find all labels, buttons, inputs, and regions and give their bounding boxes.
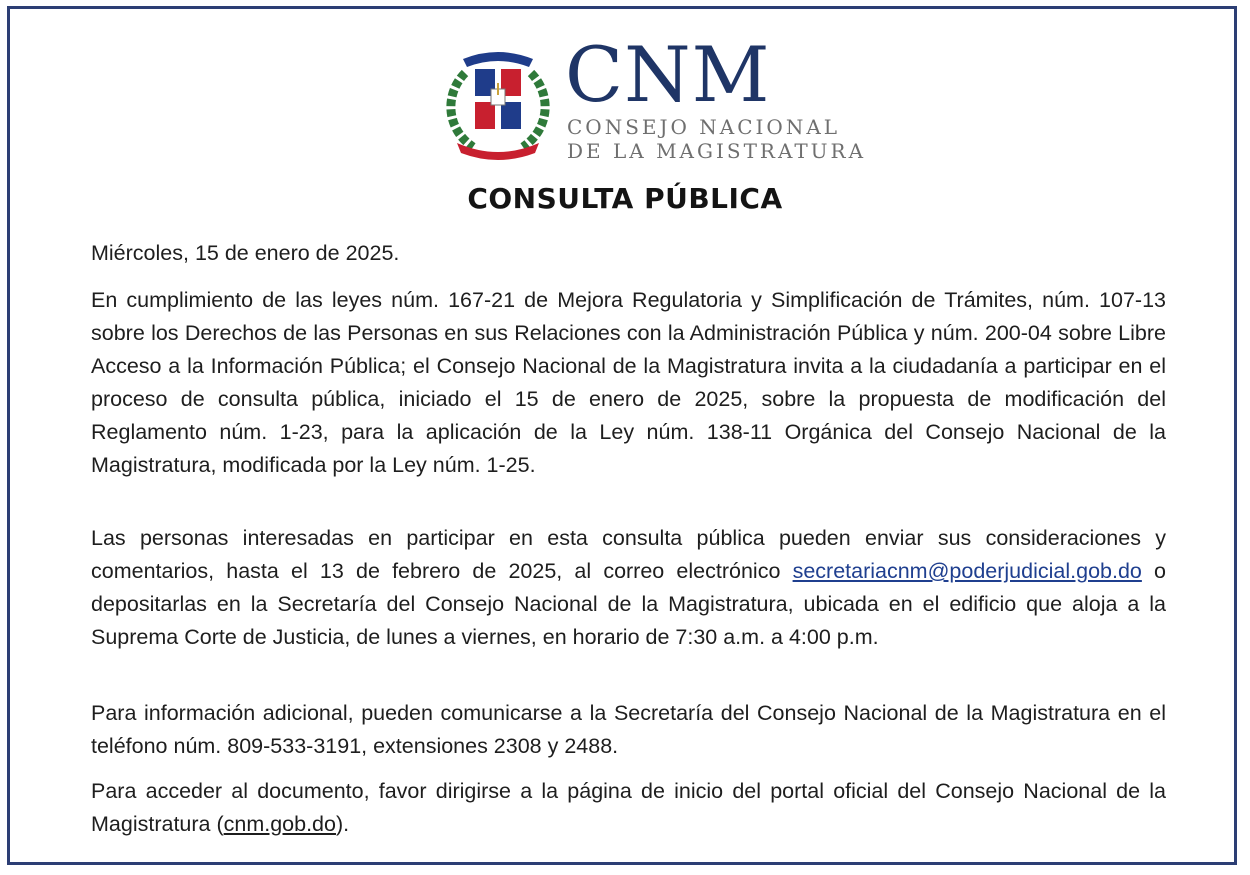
submission-text-after: o depositarlas en la Secretaría del Consejo Nacional de la Magistratura, ubicada en el edificio que aloja a la Suprema Corte de Justicia, de lunes a viernes, en horario de 7:30 a.m. a 4:00 p.m. bbox=[91, 559, 1166, 649]
brand-line-1: CONSEJO NACIONAL bbox=[567, 115, 841, 139]
page-title: CONSULTA PÚBLICA bbox=[467, 182, 783, 215]
dominican-coat-of-arms-icon bbox=[443, 43, 553, 161]
cnm-logo bbox=[443, 30, 883, 163]
brand-abbreviation: CNM bbox=[565, 30, 771, 119]
email-link[interactable]: secretariacnm@poderjudicial.gob.do bbox=[792, 559, 1142, 583]
access-text-before: Para acceder al documento, favor dirigirse a la página de inicio del portal oficial del Consejo Nacional de la Magistratura ( bbox=[91, 779, 1166, 836]
paragraph-contact: Para información adicional, pueden comunicarse a la Secretaría del Consejo Nacional de la Magistratura en el teléfono núm. 809-533-3191, extensiones 2308 y 2488. bbox=[91, 701, 1166, 758]
access-text-after: ). bbox=[335, 812, 350, 836]
date-line: Miércoles, 15 de enero de 2025. bbox=[91, 241, 400, 265]
paragraph-document-access bbox=[91, 775, 1166, 841]
brand-fullname bbox=[567, 115, 866, 163]
paragraph-submission bbox=[91, 522, 1166, 654]
paragraph-legal-basis: En cumplimiento de las leyes núm. 167-21 de Mejora Regulatoria y Simplificación de Trámites, núm. 107-13 sobre los Derechos de las Personas en sus Relaciones con la Administración Pública y núm. 200-04 sobre Libre Acceso a la Información Pública; el Consejo Nacional de la Magistratura invita a la ciudadanía a participar en el proceso de consulta pública, iniciado el 15 de enero de 2025, sobre la propuesta de modificación del Reglamento núm. 1-23, para la aplicación de la Ley núm. 138-11 Orgánica del Consejo Nacional de la Magistratura, modificada por la Ley núm. 1-25. bbox=[91, 288, 1166, 477]
submission-text-before: Las personas interesadas en participar en esta consulta pública pueden enviar sus consideraciones y comentarios, hasta el 13 de febrero de 2025, al correo electrónico bbox=[91, 526, 1166, 583]
website-link[interactable]: cnm.gob.do bbox=[223, 812, 336, 836]
brand-line-2: DE LA MAGISTRATURA bbox=[567, 139, 867, 163]
